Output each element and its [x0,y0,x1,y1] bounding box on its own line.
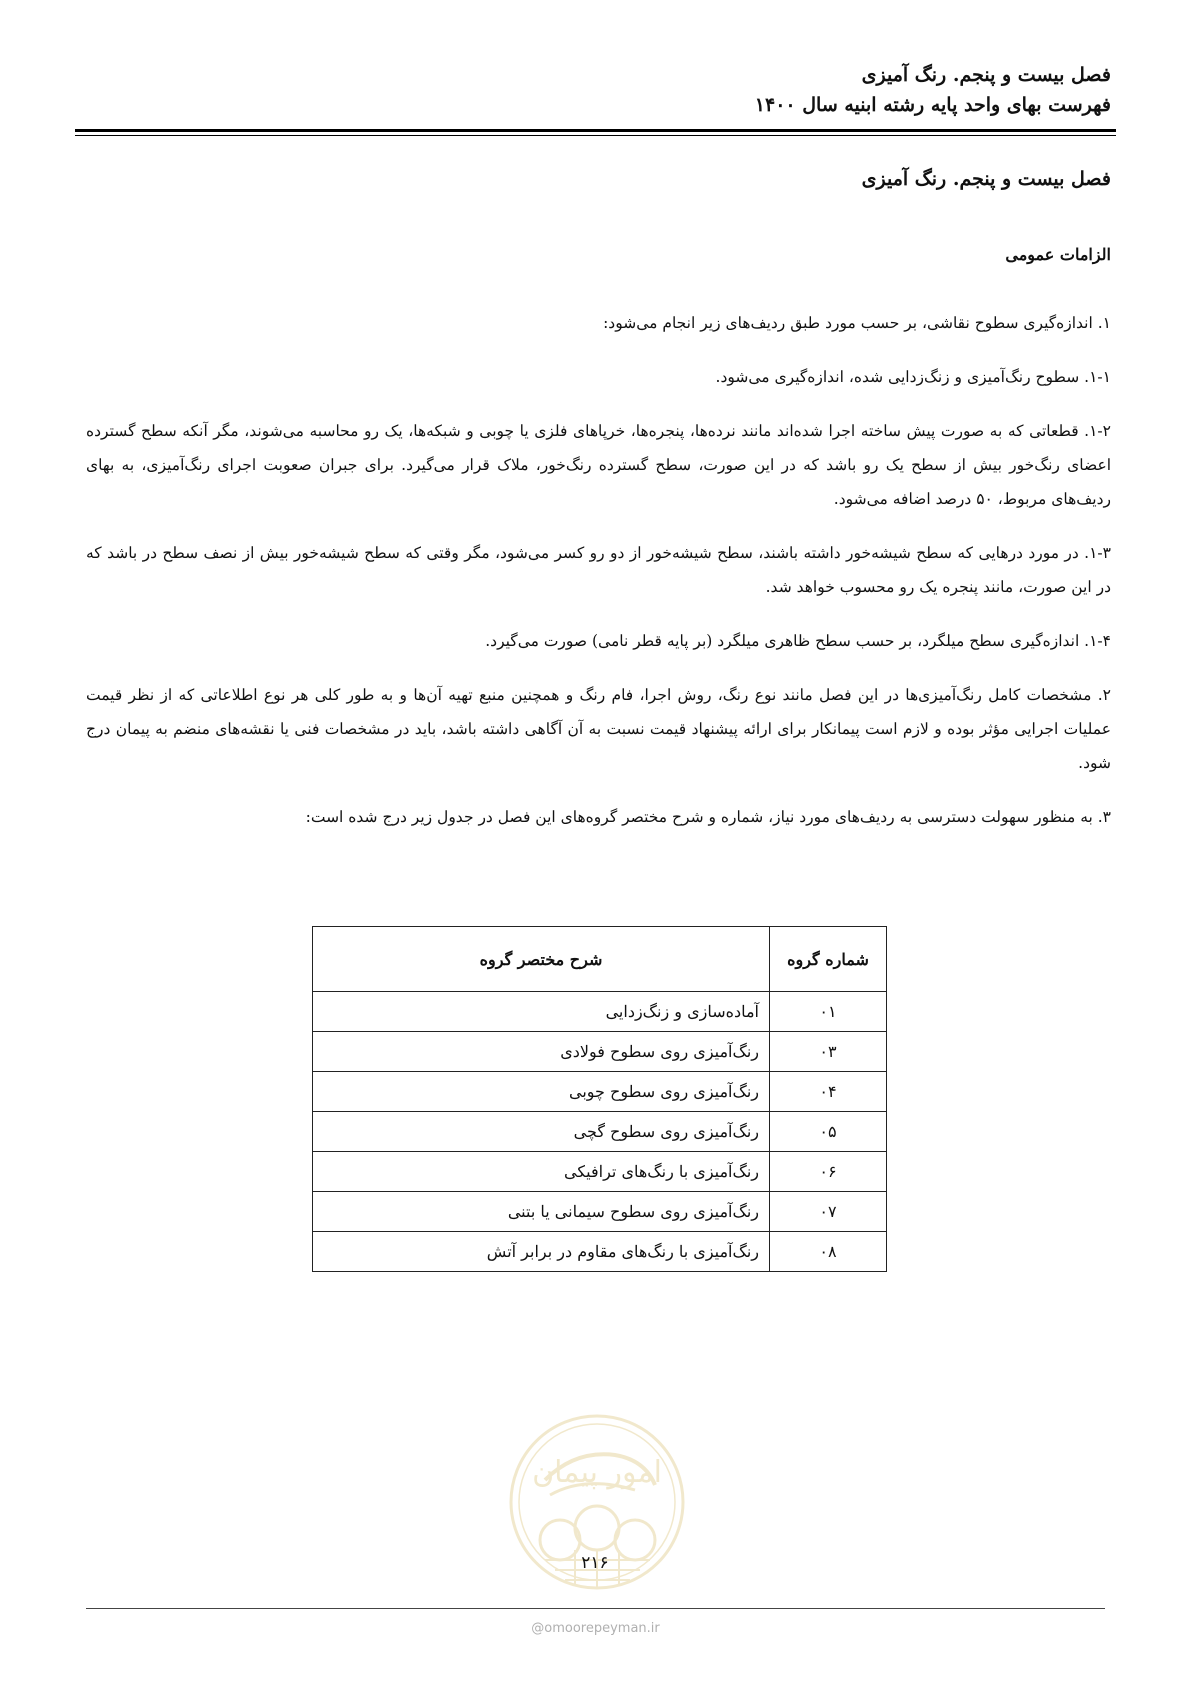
group-description: رنگ‌آمیزی روی سطوح گچی [313,1112,770,1152]
section-title: الزامات عمومی [1005,245,1111,264]
site-credit: @omoorepeyman.ir [531,1621,660,1636]
header-catalog-line: فهرست بهای واحد پایه رشته ابنیه سال ۱۴۰۰ [754,94,1111,116]
chapter-title: فصل بیست و پنجم. رنگ آمیزی [861,168,1111,190]
paragraph-2: ۲. مشخصات کامل رنگ‌آمیزی‌ها در این فصل مانند نوع رنگ، روش اجرا، فام رنگ و همچنین منبع تهیه آن‌ها و به طور کلی هر نوع اطلاعاتی که از نظر قیمت عملیات اجرایی مؤثر بوده و لازم است پیمانکار برای ارائه پیشنهاد قیمت نسبت به آن آگاهی داشته باشد، باید در مشخصات فنی یا نقشه‌های منضم به پیمان درج شود. [86,686,1111,772]
table-row [313,1072,887,1112]
group-number: ۰۱ [770,992,887,1032]
table-row [313,992,887,1032]
group-description: رنگ‌آمیزی با رنگ‌های مقاوم در برابر آتش [313,1232,770,1272]
table-header-row [313,927,887,992]
footer-rule [86,1608,1105,1609]
group-description: رنگ‌آمیزی با رنگ‌های ترافیکی [313,1152,770,1192]
page-number: ۲۱۶ [581,1553,609,1573]
header-group-description: شرح مختصر گروه [313,927,770,992]
group-description: رنگ‌آمیزی روی سطوح سیمانی یا بتنی [313,1192,770,1232]
paragraph-1-4: ۱-۴. اندازه‌گیری سطح میلگرد، بر حسب سطح ظاهری میلگرد (بر پایه قطر نامی) صورت می‌گیرد. [485,632,1111,650]
group-number: ۰۷ [770,1192,887,1232]
table-row [313,1192,887,1232]
group-description: آماده‌سازی و زنگ‌زدایی [313,992,770,1032]
group-number: ۰۵ [770,1112,887,1152]
paragraph-1: ۱. اندازه‌گیری سطوح نقاشی، بر حسب مورد طبق ردیف‌های زیر انجام می‌شود: [603,314,1111,332]
table-row [313,1152,887,1192]
group-number: ۰۶ [770,1152,887,1192]
running-header [80,60,1111,120]
header-group-number: شماره گروه [770,927,887,992]
group-number: ۰۴ [770,1072,887,1112]
header-chapter-line: فصل بیست و پنجم. رنگ آمیزی [861,64,1111,86]
paragraph-3: ۳. به منظور سهولت دسترسی به ردیف‌های مورد نیاز، شماره و شرح مختصر گروه‌های این فصل در جدول زیر درج شده است: [305,808,1111,826]
paragraph-1-2: ۱-۲. قطعاتی که به صورت پیش ساخته اجرا شده‌اند مانند نرده‌ها، پنجره‌ها، خرپاهای فلزی یا چوبی و شبکه‌ها، یک رو محاسبه می‌شوند، مگر آنکه سطح گسترده اعضای رنگ‌خور بیش از سطح یک رو باشد که در این صورت، سطح گسترده رنگ‌خور، ملاک قرار می‌گیرد. برای جبران صعوبت اجرای رنگ‌آمیزی، به بهای ردیف‌های مربوط، ۵۰ درصد اضافه می‌شود. [86,422,1111,508]
header-rule-thin [75,135,1116,136]
group-description: رنگ‌آمیزی روی سطوح چوبی [313,1072,770,1112]
svg-text:امور پیمان: امور پیمان [532,1455,662,1490]
header-rule-thick [75,129,1116,132]
group-description: رنگ‌آمیزی روی سطوح فولادی [313,1032,770,1072]
group-number: ۰۳ [770,1032,887,1072]
table-row [313,1112,887,1152]
table-row [313,1032,887,1072]
paragraph-1-3: ۱-۳. در مورد درهایی که سطح شیشه‌خور داشته باشند، سطح شیشه‌خور از دو رو کسر می‌شود، مگر وقتی که سطح شیشه‌خور بیش از نصف سطح در باشد که در این صورت، مانند پنجره یک رو محسوب خواهد شد. [86,544,1111,596]
group-table [312,926,887,1272]
table-row [313,1232,887,1272]
body-text [86,306,1111,854]
group-number: ۰۸ [770,1232,887,1272]
paragraph-1-1: ۱-۱. سطوح رنگ‌آمیزی و زنگ‌زدایی شده، اندازه‌گیری می‌شود. [715,368,1111,386]
